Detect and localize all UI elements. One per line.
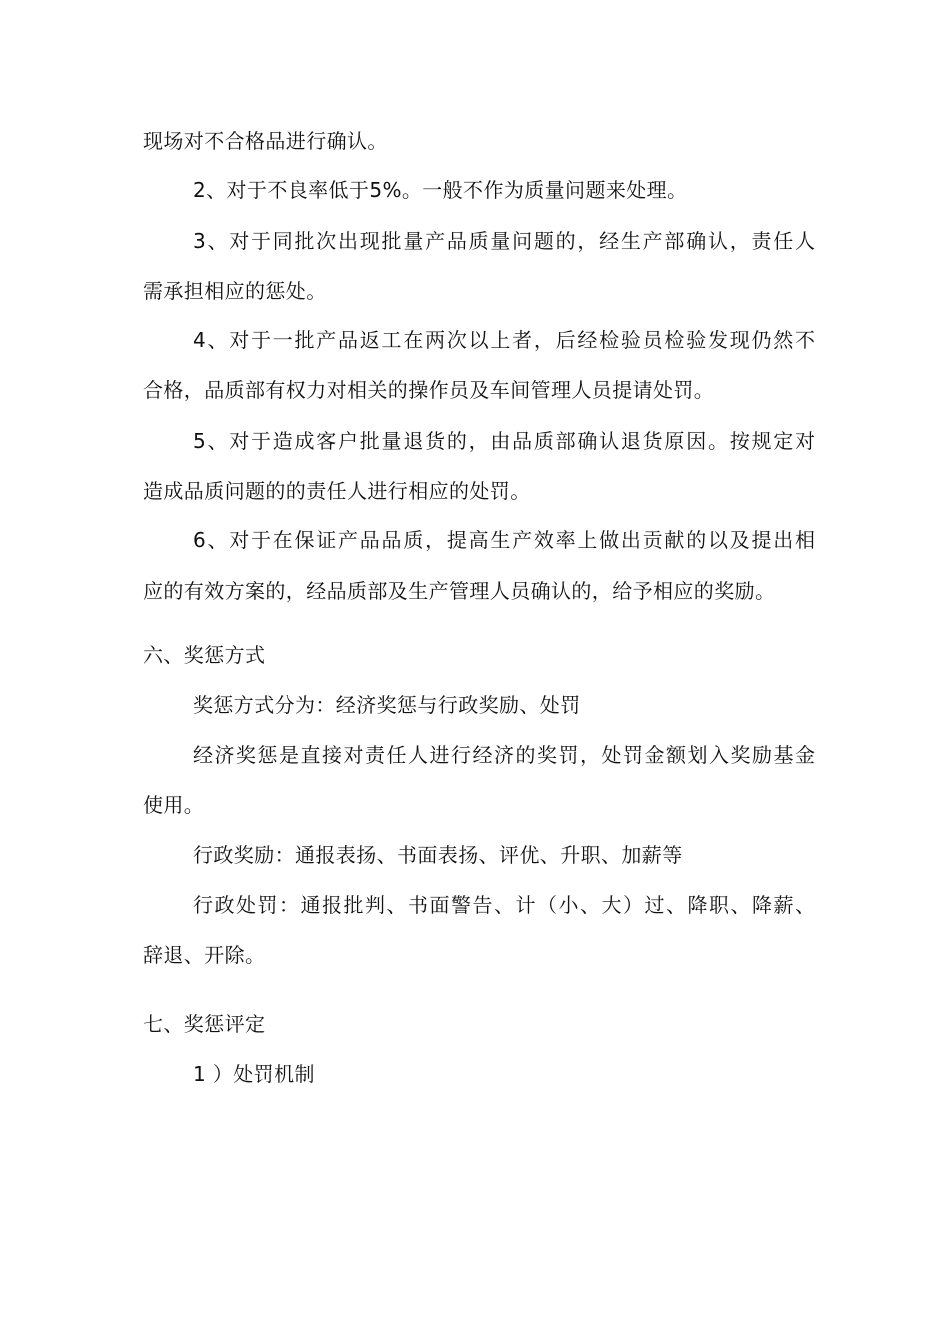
paragraph-line: 行政奖励：通报表扬、书面表扬、评优、升职、加薪等 (193, 843, 683, 867)
paragraph-line: 需承担相应的惩处。 (143, 279, 327, 303)
paragraph-line: 4、对于一批产品返工在两次以上者，后经检验员检验发现仍然不 (193, 328, 815, 352)
paragraph-line: 奖惩方式分为：经济奖惩与行政奖励、处罚 (193, 693, 581, 717)
paragraph-line: 造成品质问题的的责任人进行相应的处罚。 (143, 479, 531, 503)
subsection-heading: 1 ）处罚机制 (193, 1062, 315, 1086)
paragraph-line: 合格，品质部有权力对相关的操作员及车间管理人员提请处罚。 (143, 378, 715, 402)
paragraph-line: 使用。 (143, 793, 205, 817)
paragraph-line: 辞退、开除。 (143, 943, 266, 967)
paragraph-line: 现场对不合格品进行确认。 (143, 129, 388, 153)
section-heading: 七、奖惩评定 (143, 1012, 266, 1036)
paragraph-line: 行政处罚：通报批判、书面警告、计（小、大）过、降职、降薪、 (193, 893, 815, 917)
paragraph-line: 应的有效方案的，经品质部及生产管理人员确认的，给予相应的奖励。 (143, 579, 776, 603)
paragraph-line: 3、对于同批次出现批量产品质量问题的，经生产部确认，责任人 (193, 229, 815, 253)
section-heading: 六、奖惩方式 (143, 643, 266, 667)
paragraph-line: 6、对于在保证产品品质，提高生产效率上做出贡献的以及提出相 (193, 528, 815, 552)
paragraph-line: 5、对于造成客户批量退货的，由品质部确认退货原因。按规定对 (193, 429, 815, 453)
paragraph-line: 经济奖惩是直接对责任人进行经济的奖罚，处罚金额划入奖励基金 (193, 743, 815, 767)
paragraph-line: 2、对于不良率低于5%。一般不作为质量问题来处理。 (193, 178, 688, 202)
